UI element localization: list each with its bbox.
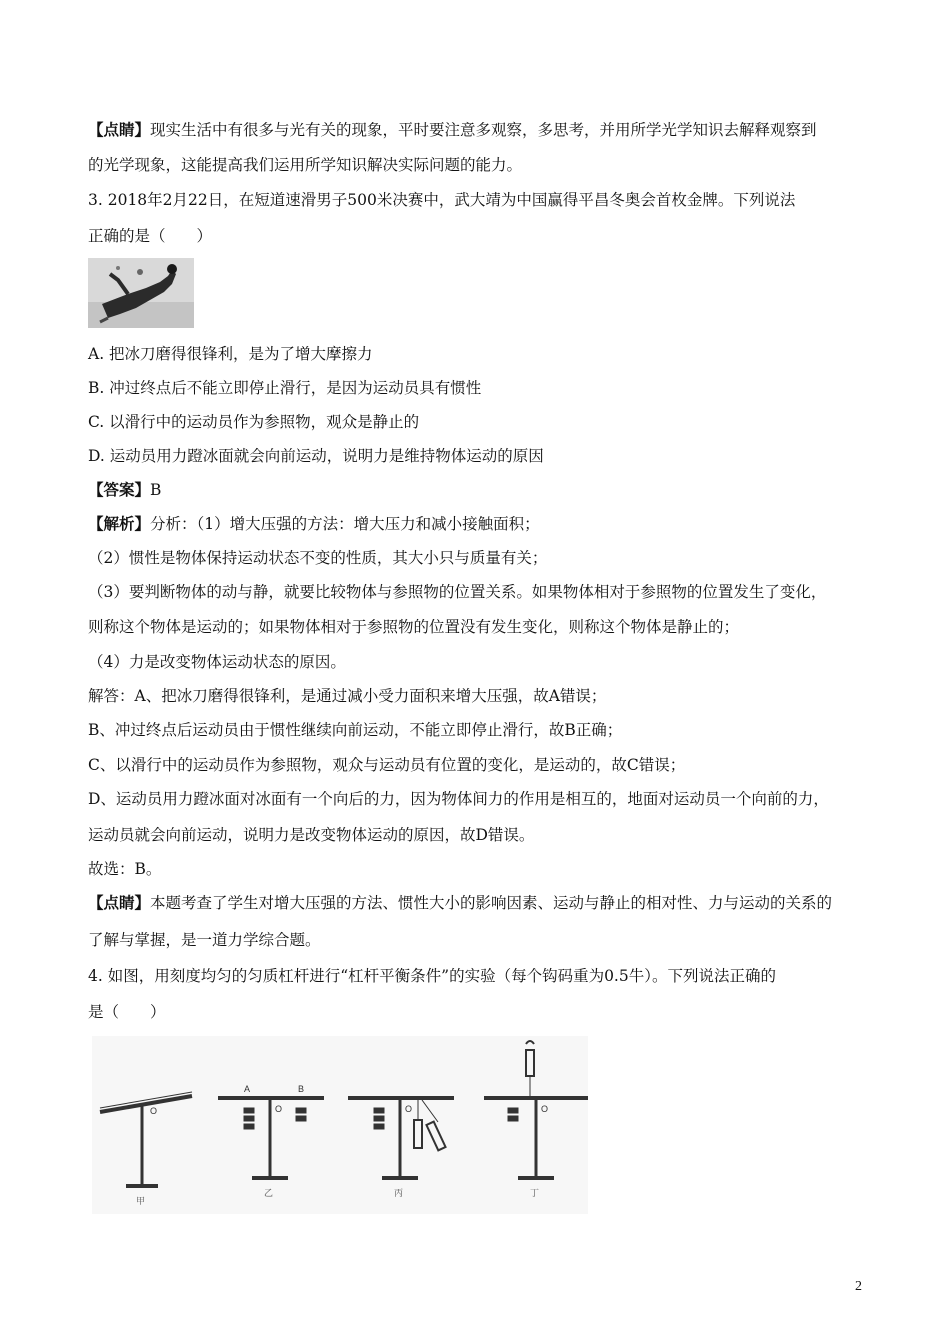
answer-value: B bbox=[150, 481, 162, 499]
question-4-stem-cont: 是（ ） bbox=[88, 1003, 166, 1021]
solution-line-5: 运动员就会向前运动，说明力是改变物体运动的原因，故D错误。 bbox=[88, 826, 535, 844]
lever-experiment-figure bbox=[92, 1036, 588, 1214]
label-b: B bbox=[298, 1084, 305, 1094]
solution-line-3: C、以滑行中的运动员作为参照物，观众与运动员有位置的变化，是运动的，故C错误； bbox=[88, 756, 686, 774]
option-c: C. 以滑行中的运动员作为参照物，观众是静止的 bbox=[88, 413, 420, 431]
label-bing: 丙 bbox=[394, 1189, 404, 1199]
tip-block-1-cont: 的光学现象，这能提高我们运用所学知识解决实际问题的能力。 bbox=[88, 156, 523, 174]
tip-text-2: 本题考查了学生对增大压强的方法、惯性大小的影响因素、运动与静止的相对性、力与运动的关系的 bbox=[150, 894, 833, 912]
label-ding: 丁 bbox=[530, 1189, 540, 1199]
label-yi: 乙 bbox=[264, 1189, 274, 1199]
option-b: B. 冲过终点后不能立即停止滑行，是因为运动员具有惯性 bbox=[88, 379, 482, 397]
choice-line: 故选：B。 bbox=[88, 860, 162, 878]
tip-text: 现实生活中有很多与光有关的现象，平时要注意多观察，多思考，并用所学光学知识去解释观察到 bbox=[150, 121, 817, 139]
question-4-stem: 4. 如图，用刻度均匀的匀质杠杆进行“杠杆平衡条件”的实验（每个钩码重为0.5牛）。下列说法正确的 bbox=[88, 967, 776, 985]
option-d: D. 运动员用力蹬冰面就会向前运动，说明力是维持物体运动的原因 bbox=[88, 447, 544, 465]
label-o-bing: O bbox=[405, 1104, 413, 1114]
solution-line-4: D、运动员用力蹬冰面对冰面有一个向后的力，因为物体间力的作用是相互的，地面对运动员一个向前的力， bbox=[88, 790, 829, 808]
question-3-stem-cont: 正确的是（ ） bbox=[88, 227, 213, 245]
answer-line bbox=[88, 480, 161, 500]
analysis-text: 分析：（1）增大压强的方法：增大压力和减小接触面积； bbox=[150, 515, 540, 533]
label-o-jia: O bbox=[150, 1106, 158, 1116]
analysis-line-2: （2）惯性是物体保持运动状态不变的性质，其大小只与质量有关； bbox=[88, 549, 548, 567]
tip-tag-2: 【点睛】 bbox=[88, 893, 151, 912]
label-a: A bbox=[244, 1084, 251, 1094]
answer-tag: 【答案】 bbox=[88, 480, 151, 499]
tip-tag: 【点睛】 bbox=[88, 120, 151, 139]
option-a: A. 把冰刀磨得很锋利，是为了增大摩擦力 bbox=[88, 345, 373, 363]
solution-line-1: 解答：A、把冰刀磨得很锋利，是通过减小受力面积来增大压强，故A错误； bbox=[88, 687, 607, 705]
page-number: 2 bbox=[855, 1279, 862, 1294]
analysis-line-3: （3）要判断物体的动与静，就要比较物体与参照物的位置关系。如果物体相对于参照物的位置发生了变化， bbox=[88, 583, 827, 601]
question-3-stem: 3. 2018年2月22日，在短道速滑男子500米决赛中，武大靖为中国赢得平昌冬奥会首枚金牌。下列说法 bbox=[88, 191, 796, 209]
tip-block-2 bbox=[88, 893, 832, 913]
tip-block-2-cont: 了解与掌握，是一道力学综合题。 bbox=[88, 931, 321, 949]
analysis-line-5: （4）力是改变物体运动状态的原因。 bbox=[88, 653, 346, 671]
analysis-line-1 bbox=[88, 514, 540, 534]
label-o-yi: O bbox=[275, 1104, 283, 1114]
skater-photo bbox=[88, 258, 194, 328]
label-o-ding: O bbox=[541, 1104, 549, 1114]
analysis-line-4: 则称这个物体是运动的；如果物体相对于参照物的位置没有发生变化，则称这个物体是静止的； bbox=[88, 618, 740, 636]
label-jia: 甲 bbox=[136, 1197, 146, 1207]
solution-line-2: B、冲过终点后运动员由于惯性继续向前运动，不能立即停止滑行，故B正确； bbox=[88, 721, 623, 739]
tip-block-1 bbox=[88, 120, 817, 140]
analysis-tag: 【解析】 bbox=[88, 514, 151, 533]
